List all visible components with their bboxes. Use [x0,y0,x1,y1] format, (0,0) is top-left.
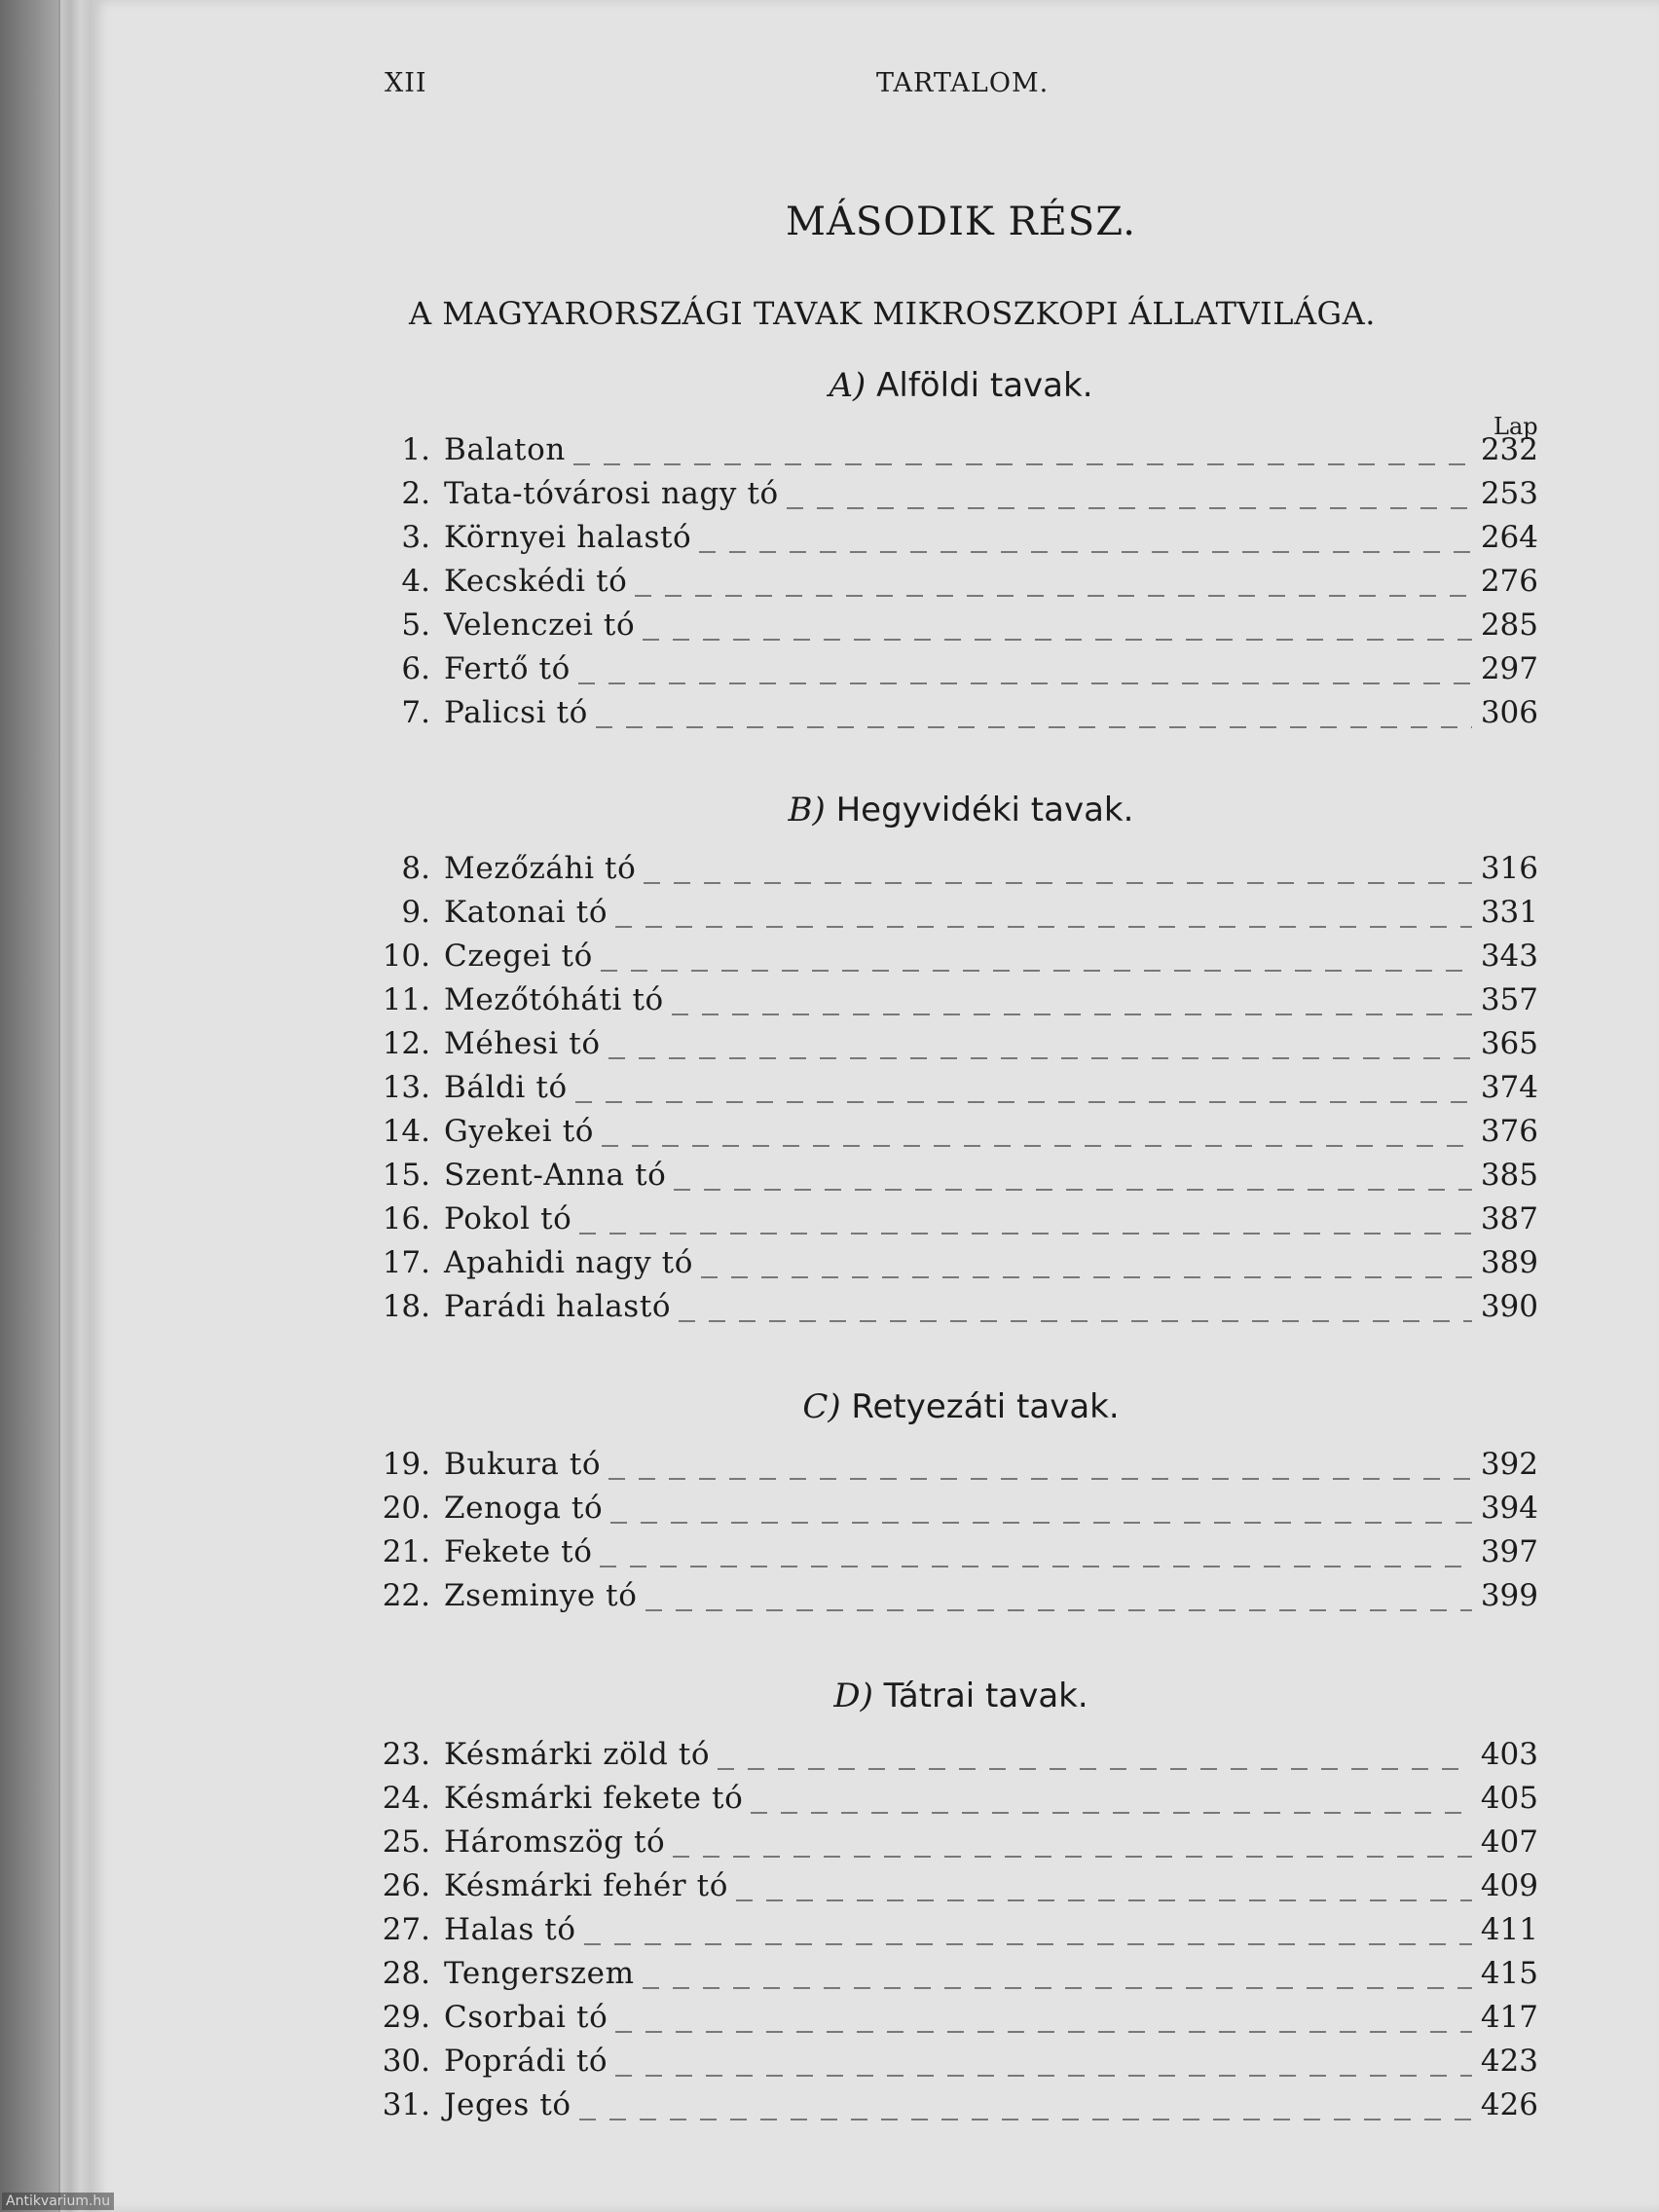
toc-entry [375,2087,1538,2130]
dot-leader [600,1564,1472,1567]
toc-entry [375,1578,1538,1621]
entry-title: Jeges tó [444,2087,571,2122]
entry-page: 343 [1480,939,1538,974]
entry-page: 405 [1480,1781,1538,1816]
entry-number: 14. [382,1114,430,1149]
entry-number: 6. [401,651,430,686]
dot-leader [615,924,1472,928]
section-letter: A) [829,366,866,405]
entry-page: 394 [1480,1491,1538,1526]
dot-leader [673,1854,1472,1858]
entry-page: 409 [1480,1868,1538,1903]
toc-entry [375,608,1538,650]
entry-title: Apahidi nagy tó [444,1245,693,1280]
entry-page: 357 [1480,982,1538,1017]
entry-page: 389 [1480,1245,1538,1280]
running-head [385,68,1538,107]
toc-entry [375,1912,1538,1955]
dot-leader [578,681,1472,684]
toc-entry [375,1534,1538,1577]
toc-entry [375,1026,1538,1069]
section-heading-c [0,1387,1659,1426]
toc-entry [375,1289,1538,1332]
entry-number: 4. [401,564,430,599]
toc-entry [375,564,1538,607]
dot-leader [674,1187,1472,1191]
dot-leader [645,1607,1472,1611]
entry-number: 3. [401,520,430,555]
entry-number: 12. [382,1026,430,1061]
dot-leader [701,1274,1472,1278]
entry-number: 5. [401,608,430,643]
dot-leader [601,968,1472,972]
entry-number: 9. [401,895,430,930]
entry-title: Mezőtóháti tó [444,982,664,1017]
entry-title: Poprádi tó [444,2044,608,2079]
toc-entry [375,1737,1538,1780]
entry-number: 21. [382,1534,430,1569]
entry-page: 374 [1480,1070,1538,1105]
entry-number: 19. [382,1447,430,1482]
toc-entry [375,895,1538,938]
toc-entry [375,476,1538,519]
dot-leader [736,1898,1472,1901]
entry-title: Késmárki fekete tó [444,1781,744,1816]
dot-leader [608,1476,1472,1480]
dot-leader [751,1810,1472,1814]
entry-title: Halas tó [444,1912,576,1947]
entry-page: 297 [1480,651,1538,686]
entry-title: Késmárki fehér tó [444,1868,728,1903]
entry-number: 24. [382,1781,430,1816]
toc-entry [375,2044,1538,2086]
entry-number: 20. [382,1491,430,1526]
entry-number: 1. [401,432,430,467]
entry-title: Mezőzáhi tó [444,851,637,886]
entry-page: 385 [1480,1158,1538,1193]
section-heading-d [0,1677,1659,1715]
entry-title: Zseminye tó [444,1578,638,1613]
entry-number: 27. [382,1912,430,1947]
section-title: Tátrai tavak. [883,1677,1088,1715]
entry-title: Báldi tó [444,1070,568,1105]
entry-title: Fertő tó [444,651,571,686]
dot-leader [608,1055,1472,1059]
watermark: Antikvarium.hu [2,2193,114,2210]
entry-page: 403 [1480,1737,1538,1772]
dot-leader [615,2029,1472,2033]
section-title: Hegyvidéki tavak. [835,791,1134,830]
entry-page: 365 [1480,1026,1538,1061]
book-spine [0,0,58,2212]
entry-page: 397 [1480,1534,1538,1569]
section-heading-b [0,791,1659,830]
entry-title: Szent-Anna tó [444,1158,667,1193]
entry-title: Pokol tó [444,1201,572,1236]
dot-leader [615,2073,1472,2077]
dot-leader [635,593,1472,597]
dot-leader [575,1099,1472,1103]
entry-number: 28. [382,1956,430,1991]
entry-number: 7. [401,695,430,730]
toc-entry [375,1114,1538,1157]
toc-entry [375,520,1538,563]
entry-page: 423 [1480,2044,1538,2079]
dot-leader [718,1766,1472,1770]
entry-title: Kecskédi tó [444,564,628,599]
entry-number: 23. [382,1737,430,1772]
dot-leader [584,1941,1472,1945]
entry-number: 31. [382,2087,430,2122]
dot-leader [573,461,1472,465]
section-title: Retyezáti tavak. [851,1387,1120,1426]
dot-leader [644,880,1472,884]
entry-page: 276 [1480,564,1538,599]
entry-number: 2. [401,476,430,511]
toc-entry [375,1956,1538,1999]
section-letter: C) [802,1387,841,1426]
entry-page: 316 [1480,851,1538,886]
entry-title: Balaton [444,432,566,467]
entry-title: Velenczei tó [444,608,636,643]
entry-number: 11. [382,982,430,1017]
dot-leader [672,1012,1472,1015]
toc-entry [375,851,1538,894]
toc-entry [375,1868,1538,1911]
entry-page: 253 [1480,476,1538,511]
entry-number: 15. [382,1158,430,1193]
entry-title: Katonai tó [444,895,608,930]
entry-page: 392 [1480,1447,1538,1482]
entry-title: Tata-tóvárosi nagy tó [444,476,779,511]
entry-title: Háromszög tó [444,1825,666,1860]
entry-title: Czegei tó [444,939,593,974]
toc-entry [375,1158,1538,1200]
entry-number: 10. [382,939,430,974]
toc-entry [375,651,1538,694]
entry-page: 306 [1480,695,1538,730]
page-number: XII [385,68,427,98]
toc-entry [375,1781,1538,1824]
toc-entry [375,939,1538,981]
running-title: TARTALOM. [876,68,1050,98]
entry-number: 30. [382,2044,430,2079]
dot-leader [596,724,1472,728]
entry-page: 411 [1480,1912,1538,1947]
entry-number: 22. [382,1578,430,1613]
entry-page: 331 [1480,895,1538,930]
page-edges [58,0,93,2212]
entry-title: Méhesi tó [444,1026,601,1061]
page-column-label: Lap [1493,413,1538,440]
entry-page: 415 [1480,1956,1538,1991]
toc-entry [375,1070,1538,1113]
entry-title: Fekete tó [444,1534,593,1569]
entry-title: Parádi halastó [444,1289,672,1324]
entry-page: 407 [1480,1825,1538,1860]
toc-entry [375,1201,1538,1244]
entry-number: 16. [382,1201,430,1236]
toc-entry [375,1491,1538,1533]
entry-number: 8. [401,851,430,886]
entry-number: 17. [382,1245,430,1280]
dot-leader [679,1318,1472,1322]
dot-leader [610,1520,1472,1524]
section-title: Alföldi tavak. [876,366,1093,405]
entry-page: 390 [1480,1289,1538,1324]
entry-number: 18. [382,1289,430,1324]
entry-title: Késmárki zöld tó [444,1737,711,1772]
entry-title: Palicsi tó [444,695,588,730]
part-title: MÁSODIK RÉSZ. [785,200,1137,244]
entry-page: 417 [1480,2000,1538,2035]
entry-page: 387 [1480,1201,1538,1236]
entry-page: 232 [1480,432,1538,467]
toc-entry [375,1825,1538,1867]
main-title: A MAGYARORSZÁGI TAVAK MIKROSZKOPI ÁLLATVILÁGA. [409,295,1376,332]
dot-leader [579,1231,1472,1235]
entry-number: 26. [382,1868,430,1903]
dot-leader [643,1985,1472,1989]
entry-title: Tengerszem [444,1956,635,1991]
entry-number: 29. [382,2000,430,2035]
entry-number: 13. [382,1070,430,1105]
toc-entry [375,1447,1538,1490]
entry-page: 285 [1480,608,1538,643]
entry-title: Bukura tó [444,1447,602,1482]
dot-leader [602,1143,1472,1147]
toc-entry [375,695,1538,738]
dot-leader [643,637,1472,641]
entry-page: 399 [1480,1578,1538,1613]
section-letter: D) [833,1677,873,1715]
toc-entry [375,982,1538,1025]
entry-page: 426 [1480,2087,1538,2122]
section-letter: B) [788,791,826,830]
entry-title: Csorbai tó [444,2000,608,2035]
toc-entry [375,2000,1538,2043]
toc-entry [375,432,1538,475]
entry-title: Gyekei tó [444,1114,595,1149]
entry-number: 25. [382,1825,430,1860]
dot-leader [579,2117,1472,2120]
toc-entry [375,1245,1538,1288]
entry-page: 264 [1480,520,1538,555]
entry-title: Környei halastó [444,520,692,555]
section-heading-a [0,366,1659,405]
dot-leader [787,505,1472,509]
dot-leader [699,549,1472,553]
entry-page: 376 [1480,1114,1538,1149]
entry-title: Zenoga tó [444,1491,604,1526]
